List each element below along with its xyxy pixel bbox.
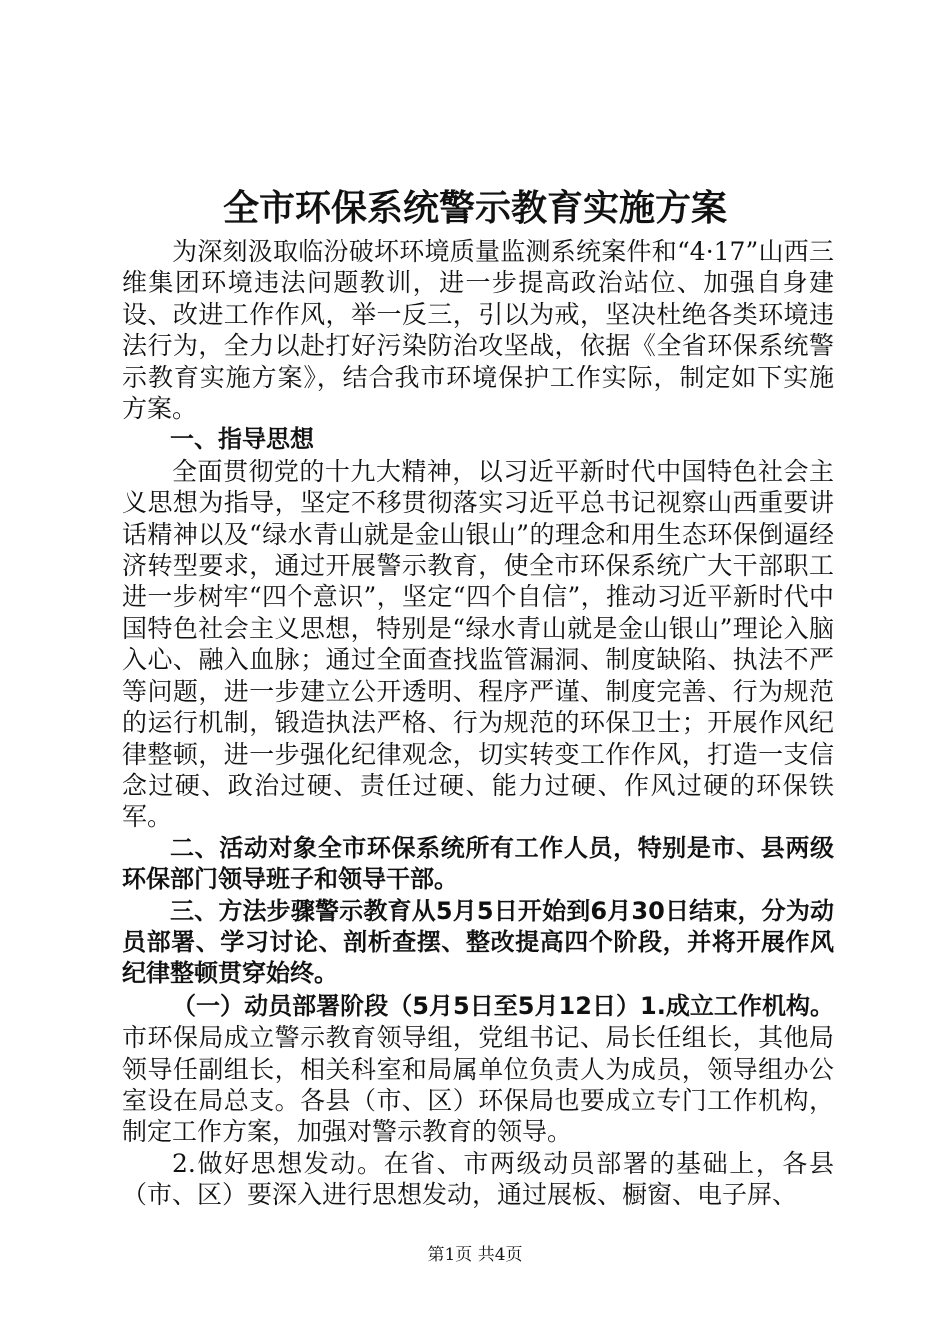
- method-steps-paragraph: 三、方法步骤警示教育从5月5日开始到6月30日结束，分为动员部署、学习讨论、剖析查摆、整改提高四个阶段，并将开展作风纪律整顿贯穿始终。: [122, 896, 834, 988]
- page-footer: 第1页 共4页: [427, 1245, 523, 1265]
- guiding-ideology-paragraph: 全面贯彻党的十九大精神，以习近平新时代中国特色社会主义思想为指导，坚定不移贯彻落实习近平总书记视察山西重要讲话精神以及“绿水青山就是金山银山”的理念和用生态环保倒逼经济转型要求，通过开展警示教育，使全市环保系统广大干部职工进一步树牢“四个意识”，坚定“四个自信”，推动习近平新时代中国特色社会主义思想，特别是“绿水青山就是金山银山”理论入脑入心、融入血脉；通过全面查找监管漏洞、制度缺陷、执法不严等问题，进一步建立公开透明、程序严谨、制度完善、行为规范的运行机制，锻造执法严格、行为规范的环保卫士；开展作风纪律整顿，进一步强化纪律观念，切实转变工作作风，打造一支信念过硬、政治过硬、责任过硬、能力过硬、作风过硬的环保铁军。: [122, 456, 834, 832]
- intro-paragraph: 为深刻汲取临汾破坏环境质量监测系统案件和“4·17”山西三维集团环境违法问题教训，进一步提高政治站位、加强自身建设、改进工作作风，举一反三，引以为戒，坚决杜绝各类环境违法行为，全力以赴打好污染防治攻坚战，依据《全省环保系统警示教育实施方案》，结合我市环境保护工作实际，制定如下实施方案。: [122, 237, 834, 424]
- activity-target-paragraph: 二、活动对象全市环保系统所有工作人员，特别是市、县两级环保部门领导班子和领导干部。: [122, 833, 834, 894]
- stage1-lead: （一）动员部署阶段（5月5日至5月12日）1.成立工作机构。: [172, 991, 834, 1020]
- section-heading-guiding-ideology: 一、指导思想: [170, 425, 314, 454]
- item2-paragraph: 2.做好思想发动。在省、市两级动员部署的基础上，各县（市、区）要深入进行思想发动，通过展板、橱窗、电子屏、: [122, 1148, 834, 1210]
- stage1-paragraph: [122, 990, 834, 1148]
- document-body: [122, 236, 834, 1211]
- document-title: 全市环保系统警示教育实施方案: [222, 188, 727, 229]
- stage1-body: 市环保局成立警示教育领导组，党组书记、局长任组长，其他局领导任副组长，相关科室和局属单位负责人为成员，领导组办公室设在局总支。各县（市、区）环保局也要成立专门工作机构，制定工作方案，加强对警示教育的领导。: [122, 1023, 834, 1147]
